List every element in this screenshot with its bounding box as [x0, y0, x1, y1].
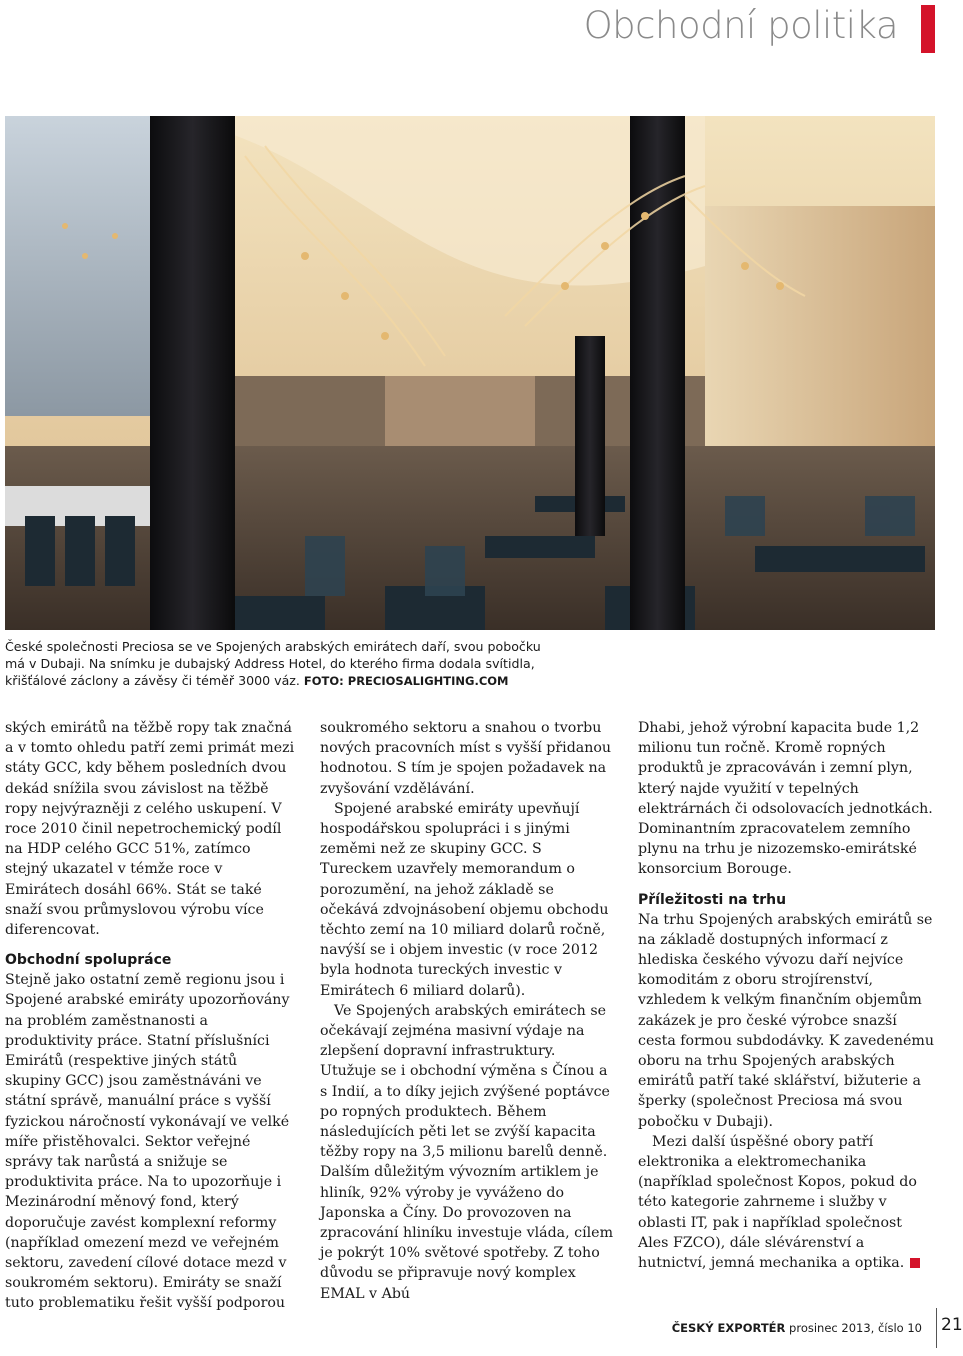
paragraph: Na trhu Spojených arabských emirátů se na základě dostupných informací z hlediska českého vývozu daří nejvíce komoditám z oboru strojírenství, vzhledem k velkým finančním objemům zakázek je pro české výrobce snazší cesta formou subdodávky. K zavedenému oboru na trhu Spojených arabských emirátů patří také sklářství, bižuterie a šperky (společnost Preciosa má svou pobočku v Dubaji).	[638, 911, 934, 1130]
paragraph: Spojené arabské emiráty upevňují hospodářskou spolupráci i s jinými zeměmi než ze skupiny GCC. S Tureckem uzavřely memorandum o porozumění, na jehož základě se očekává zdvojnásobení objemu obchodu těchto zemí na 10 miliard dolarů ročně, navýší se i objem investic (v roce 2012 byla hodnota tureckých investic v Emirátech 6 miliard dolarů).	[320, 800, 609, 999]
paragraph: Stejně jako ostatní země regionu jsou i Spojené arabské emiráty upozorňovány na problém zaměstnanosti a produktivity práce. Statní příslušníci Emirátů (respektive jiných států skupiny GCC) jsou zaměstnáváni ve státní správě, manuální práce s vyšší fyzickou náročností vykonávají ve velké míře přistěhovalci. Sektor veřejné správy tak narůstá a snižuje se produktivita práce. Na to upozorňuje i Mezinárodní měnový fond, který doporučuje zavést komplexní reformy (například omezení mezd ve veřejném sektoru, zavedení cílové dotace mezd v soukromém sektoru). Emiráty se snaží tuto problematiku řešit vyšší podporou	[5, 972, 290, 1312]
paragraph-last	[638, 1132, 936, 1273]
article-column-3	[638, 718, 936, 1273]
footer-publication	[672, 1321, 922, 1335]
article-column-1	[5, 718, 295, 1314]
subheading-business-cooperation: Obchodní spolupráce	[5, 952, 172, 969]
magazine-name: ČESKÝ EXPORTÉR	[671, 1321, 786, 1335]
restaurant-interior-photo	[5, 116, 935, 630]
paragraph: soukromého sektoru a snahou o tvorbu nových pracovních míst s vyšší přidanou hodnotou. S tím je spojen požadavek na zvyšování vzdělávání.	[320, 720, 612, 797]
paragraph: Ve Spojených arabských emirátech se očekávají zejména masivní výdaje na zlepšení dopravní infrastruktury. Utužuje se i obchodní výměna s Čínou a s Indií, a to díky jejich zvýšené poptávce po ropných produktech. Během následujících pěti let se zvýší kapacita těžby ropy na 3,5 milionu barelů denně. Dalším důležitým vývozním artiklem je hliník, 92% výroby je vyváženo do Japonska a Číny. Do provozoven na zpracování hliníku investuje vláda, cílem je pokrýt 10% světové spotřeby. Z toho důvodu se připravuje nový komplex EMAL v Abú	[320, 1002, 614, 1302]
paragraph-text: Mezi další úspěšné obory patří elektronika a elektromechanika (například společnost Kopos, pokud do této kategorie zahrneme i služby v oblasti IT, pak i například společnost Ales FZCO), dále slévárenství a hutnictví, jemná mechanika a optika.	[638, 1133, 917, 1272]
paragraph: ských emirátů na těžbě ropy tak značná a v tomto ohledu patří zemi primát mezi státy GCC, kdy během posledních dvou dekád snížila svou závislost na těžbě ropy nejvýrazněji z celého uskupení. V roce 2010 činil nepetrochemický podíl na HDP celého GCC 51%, zatímco stejný ukazatel v témže roce v Emirátech dosáhl 66%. Stát se také snaží svou průmyslovou výrobu více diferencovat.	[5, 720, 295, 939]
page-number: 21	[941, 1315, 963, 1335]
section-title: Obchodní politika	[583, 4, 898, 47]
page-footer	[0, 1300, 963, 1356]
page-header	[0, 0, 960, 60]
footer-divider	[936, 1308, 937, 1348]
paragraph: Dhabi, jehož výrobní kapacita bude 1,2 milionu tun ročně. Kromě ropných produktů je zpracováván i zemní plyn, který najde využití v tepelných elektrárnách či odsolovacích jednotkách. Dominantním zpracovatelem zemního plynu na trhu je nizozemsko-emirátské konsorcium Borouge.	[638, 720, 933, 878]
issue-info: prosinec 2013, číslo 10	[789, 1321, 922, 1335]
photo-credit: FOTO: PRECIOSALIGHTING.COM	[303, 674, 509, 688]
article-end-mark-icon	[910, 1258, 920, 1268]
subheading-market-opportunities: Příležitosti na trhu	[638, 891, 787, 908]
photo-caption	[5, 638, 545, 690]
section-accent-bar	[921, 5, 935, 53]
caption-text: České společnosti Preciosa se ve Spojených arabských emirátech daří, svou pobočku má v Dubaji. Na snímku je dubajský Address Hotel, do kterého firma dodala svítidla, křišťálové záclony a závěsy či téměř 3000 váz.	[5, 639, 541, 688]
article-column-2	[320, 718, 616, 1304]
